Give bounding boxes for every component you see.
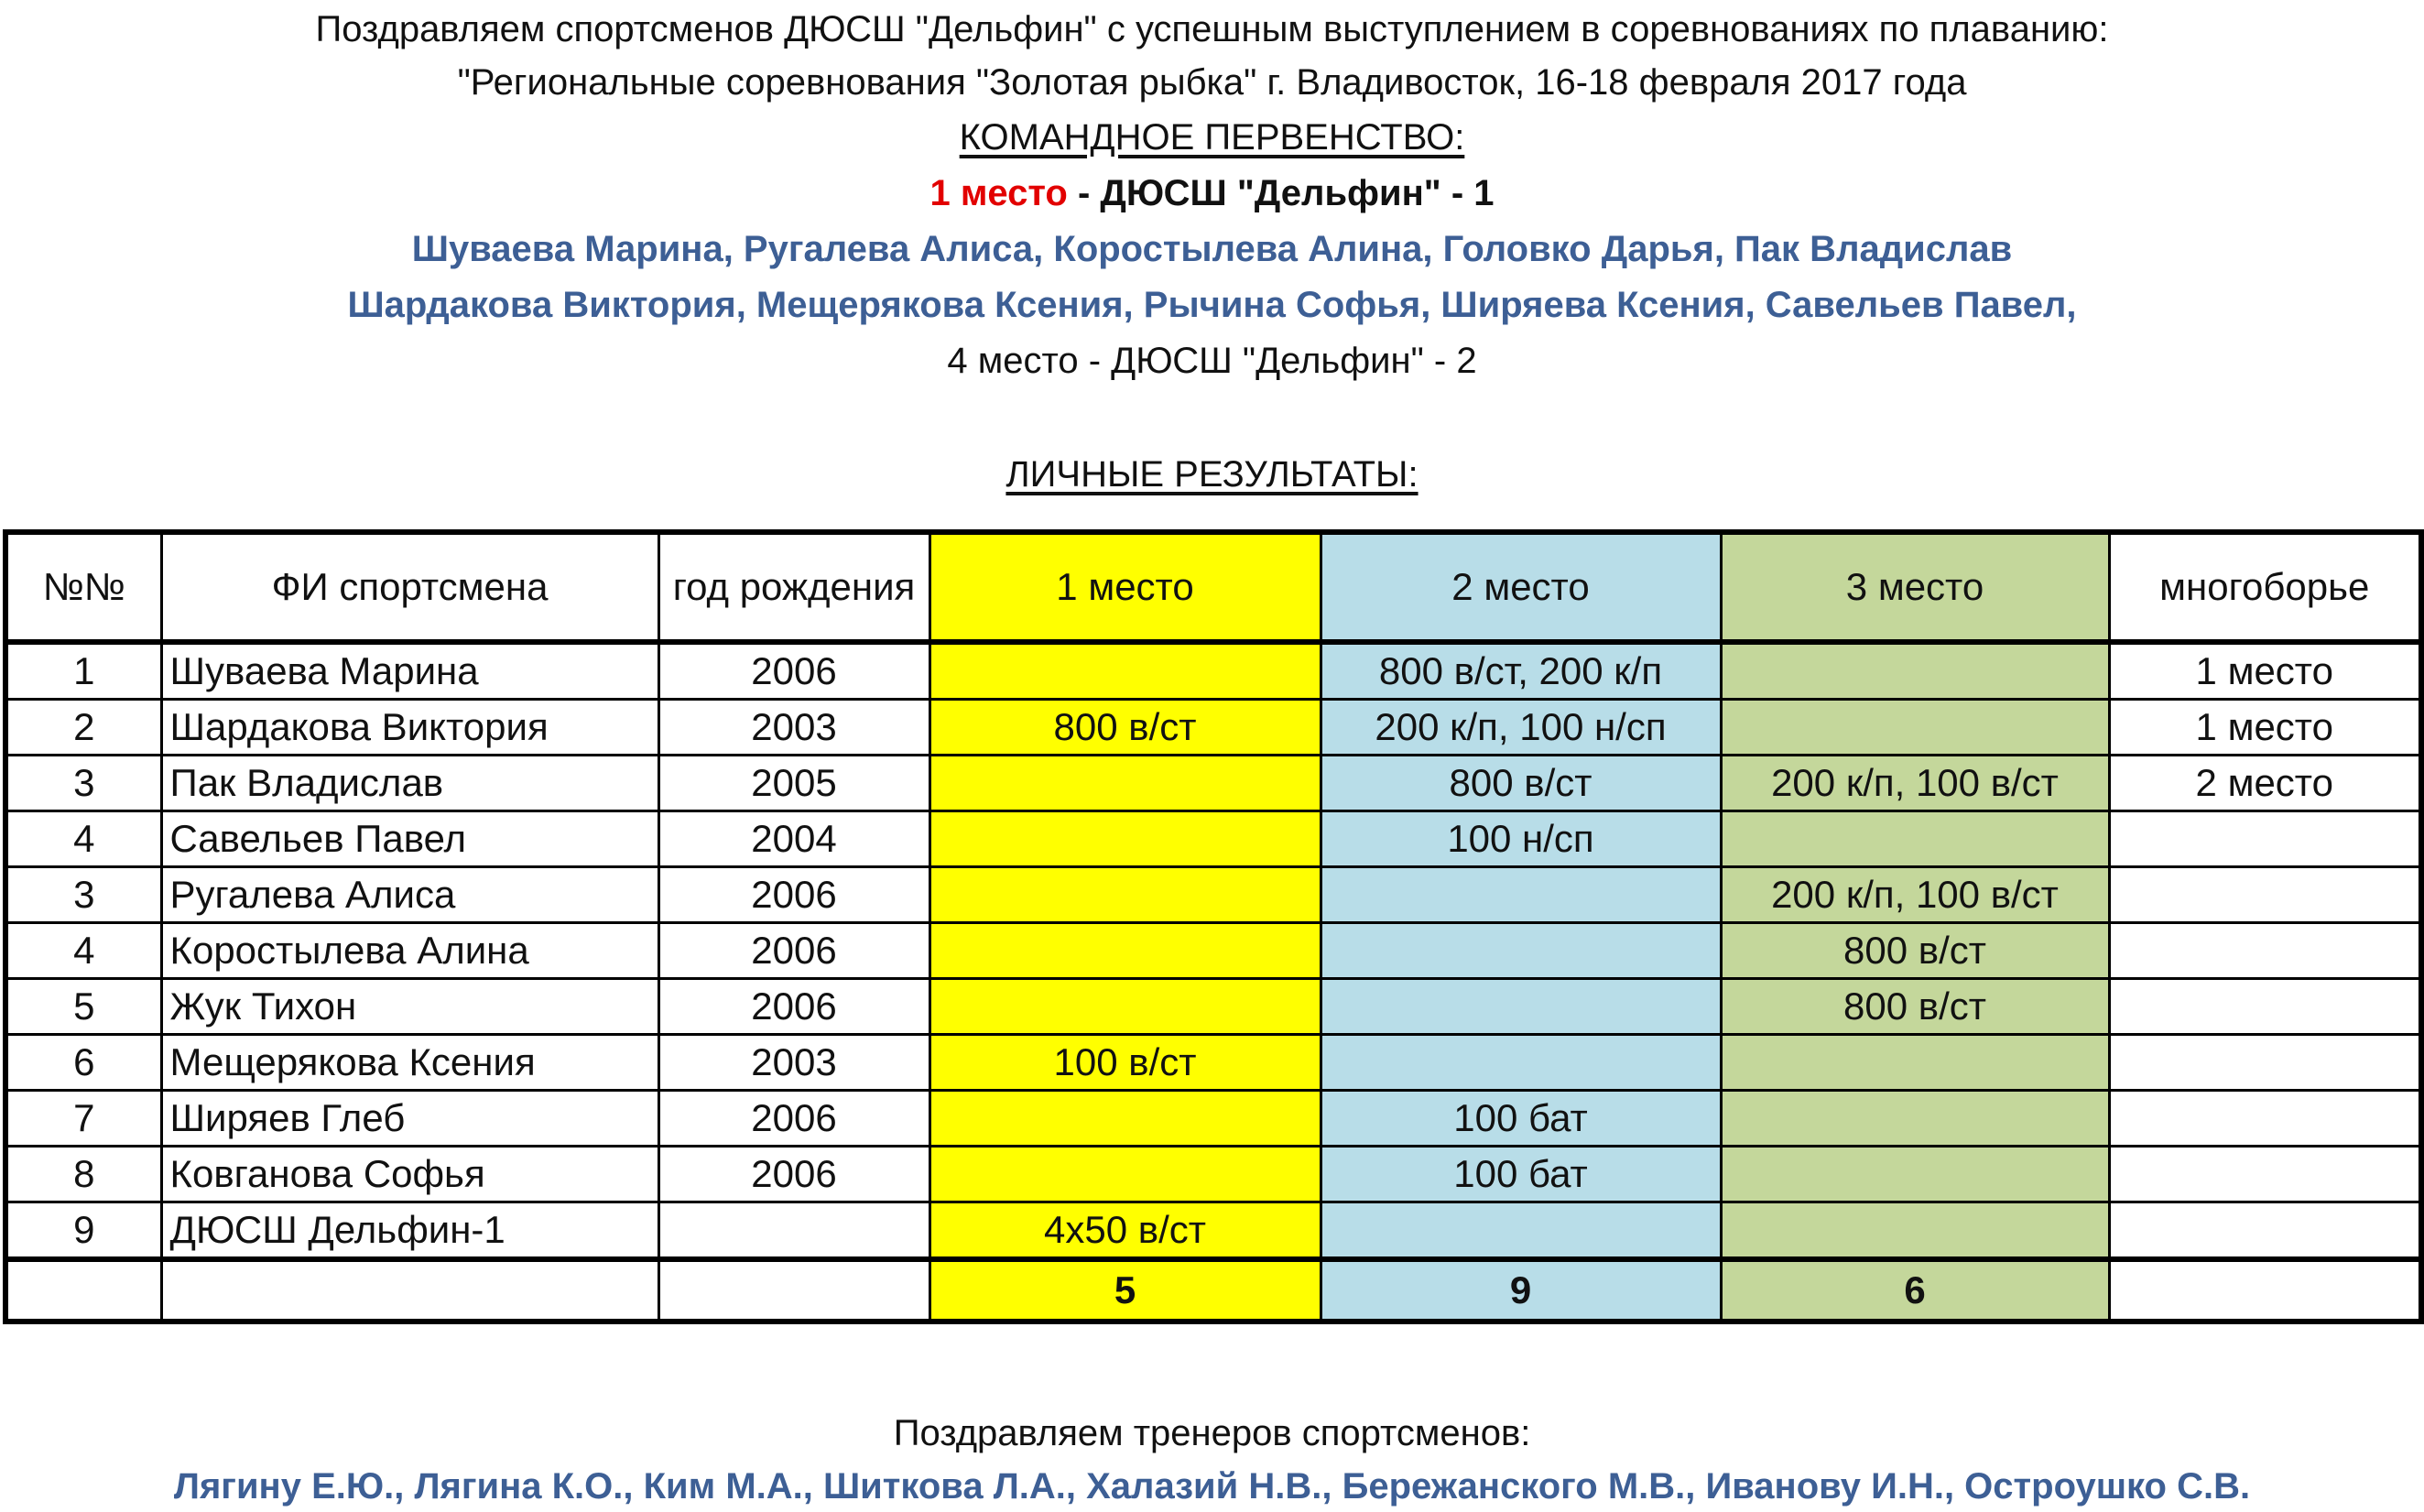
- table-row: [5, 1147, 2421, 1202]
- table-row: [5, 700, 2421, 756]
- totals-row: [5, 1259, 2421, 1322]
- cell-third: 800 в/ст: [1721, 923, 2109, 979]
- cell-third: [1721, 1147, 2109, 1202]
- cell-number: 9: [5, 1202, 161, 1260]
- table-row: [5, 756, 2421, 811]
- cell-year: 2006: [658, 642, 929, 700]
- cell-number: 6: [5, 1035, 161, 1091]
- cell-empty: [2109, 1259, 2421, 1322]
- col-header-year: год рождения: [658, 532, 929, 642]
- cell-allround: [2109, 867, 2421, 923]
- cell-third: [1721, 1202, 2109, 1260]
- table-row: [5, 979, 2421, 1035]
- cell-allround: [2109, 1091, 2421, 1147]
- cell-first: 100 в/ст: [929, 1035, 1321, 1091]
- coaches-list: Лягину Е.Ю., Лягина К.О., Ким М.А., Шиткова Л.А., Халазий Н.В., Бережанского М.В., Иванову И.Н., Остроушко С.В.: [173, 1466, 2251, 1507]
- cell-empty: [5, 1259, 161, 1322]
- cell-number: 8: [5, 1147, 161, 1202]
- table-row: [5, 1035, 2421, 1091]
- cell-first: 800 в/ст: [929, 700, 1321, 756]
- cell-first: [929, 979, 1321, 1035]
- table-row: [5, 1202, 2421, 1260]
- col-header-number: №№: [5, 532, 161, 642]
- cell-second: 100 бат: [1321, 1147, 1721, 1202]
- cell-second: [1321, 979, 1721, 1035]
- cell-number: 7: [5, 1091, 161, 1147]
- cell-third: [1721, 811, 2109, 867]
- cell-year: 2003: [658, 700, 929, 756]
- cell-first: 4х50 в/ст: [929, 1202, 1321, 1260]
- team-heading-row: [0, 112, 2424, 163]
- cell-third: 200 к/п, 100 в/ст: [1721, 756, 2109, 811]
- table-header-row: [5, 532, 2421, 642]
- cell-name: Савельев Павел: [161, 811, 658, 867]
- cell-empty: [658, 1259, 929, 1322]
- cell-year: 2005: [658, 756, 929, 811]
- team-members-line-2: Шардакова Виктория, Мещерякова Ксения, Рычина Софья, Ширяева Ксения, Савельев Павел,: [347, 285, 2077, 325]
- cell-number: 3: [5, 867, 161, 923]
- cell-year: 2006: [658, 979, 929, 1035]
- team-members-line-1: Шуваева Марина, Ругалева Алиса, Коростылева Алина, Головко Дарья, Пак Владислав: [411, 229, 2013, 269]
- table-row: [5, 923, 2421, 979]
- cell-number: 3: [5, 756, 161, 811]
- personal-heading: ЛИЧНЫЕ РЕЗУЛЬТАТЫ:: [1005, 454, 1419, 495]
- competition-line: "Региональные соревнования "Золотая рыбка" г. Владивосток, 16-18 февраля 2017 года: [457, 62, 1967, 103]
- cell-first: [929, 1091, 1321, 1147]
- total-third: 6: [1721, 1259, 2109, 1322]
- cell-name: Шардакова Виктория: [161, 700, 658, 756]
- col-header-first: 1 место: [929, 532, 1321, 642]
- cell-first: [929, 1147, 1321, 1202]
- cell-year: [658, 1202, 929, 1260]
- cell-allround: [2109, 979, 2421, 1035]
- cell-name: ДЮСШ Дельфин-1: [161, 1202, 658, 1260]
- cell-year: 2004: [658, 811, 929, 867]
- cell-third: [1721, 642, 2109, 700]
- table-row: [5, 867, 2421, 923]
- fourth-place-line: 4 место - ДЮСШ "Дельфин" - 2: [947, 341, 1477, 381]
- cell-year: 2006: [658, 1091, 929, 1147]
- cell-number: 4: [5, 811, 161, 867]
- cell-second: [1321, 923, 1721, 979]
- cell-second: [1321, 1035, 1721, 1091]
- cell-allround: [2109, 1202, 2421, 1260]
- cell-year: 2006: [658, 1147, 929, 1202]
- table-row: [5, 642, 2421, 700]
- cell-number: 1: [5, 642, 161, 700]
- cell-third: [1721, 1091, 2109, 1147]
- personal-heading-row: [0, 449, 2424, 500]
- cell-number: 2: [5, 700, 161, 756]
- cell-second: 200 к/п, 100 н/сп: [1321, 700, 1721, 756]
- cell-allround: [2109, 1147, 2421, 1202]
- greeting-line: Поздравляем спортсменов ДЮСШ "Дельфин" с успешным выступлением в соревнованиях по плаванию:: [315, 9, 2109, 49]
- total-second: 9: [1321, 1259, 1721, 1322]
- cell-name: Коростылева Алина: [161, 923, 658, 979]
- cell-empty: [161, 1259, 658, 1322]
- cell-year: 2006: [658, 867, 929, 923]
- first-place-line: [0, 168, 2424, 219]
- cell-first: [929, 642, 1321, 700]
- cell-allround: [2109, 1035, 2421, 1091]
- cell-second: [1321, 1202, 1721, 1260]
- cell-third: 200 к/п, 100 в/ст: [1721, 867, 2109, 923]
- cell-allround: 1 место: [2109, 642, 2421, 700]
- cell-number: 5: [5, 979, 161, 1035]
- cell-name: Жук Тихон: [161, 979, 658, 1035]
- cell-first: [929, 811, 1321, 867]
- results-table: [3, 529, 2424, 1324]
- cell-third: [1721, 1035, 2109, 1091]
- cell-second: 100 бат: [1321, 1091, 1721, 1147]
- cell-name: Шуваева Марина: [161, 642, 658, 700]
- cell-first: [929, 867, 1321, 923]
- col-header-allround: многоборье: [2109, 532, 2421, 642]
- cell-second: 800 в/ст: [1321, 756, 1721, 811]
- coaches-heading: Поздравляем тренеров спортсменов:: [893, 1413, 1531, 1453]
- cell-second: [1321, 867, 1721, 923]
- first-place-team: - ДЮСШ "Дельфин" - 1: [1067, 173, 1495, 213]
- cell-third: 800 в/ст: [1721, 979, 2109, 1035]
- col-header-third: 3 место: [1721, 532, 2109, 642]
- cell-name: Ругалева Алиса: [161, 867, 658, 923]
- col-header-name: ФИ спортсмена: [161, 532, 658, 642]
- cell-year: 2006: [658, 923, 929, 979]
- cell-first: [929, 756, 1321, 811]
- cell-name: Ковганова Софья: [161, 1147, 658, 1202]
- cell-first: [929, 923, 1321, 979]
- cell-number: 4: [5, 923, 161, 979]
- cell-allround: [2109, 923, 2421, 979]
- total-first: 5: [929, 1259, 1321, 1322]
- cell-third: [1721, 700, 2109, 756]
- cell-second: 100 н/сп: [1321, 811, 1721, 867]
- cell-name: Ширяев Глеб: [161, 1091, 658, 1147]
- cell-allround: 1 место: [2109, 700, 2421, 756]
- table-row: [5, 1091, 2421, 1147]
- first-place-label: 1 место: [929, 173, 1068, 213]
- col-header-second: 2 место: [1321, 532, 1721, 642]
- cell-name: Мещерякова Ксения: [161, 1035, 658, 1091]
- cell-allround: 2 место: [2109, 756, 2421, 811]
- cell-year: 2003: [658, 1035, 929, 1091]
- table-row: [5, 811, 2421, 867]
- cell-name: Пак Владислав: [161, 756, 658, 811]
- cell-allround: [2109, 811, 2421, 867]
- team-heading: КОМАНДНОЕ ПЕРВЕНСТВО:: [959, 117, 1465, 158]
- cell-second: 800 в/ст, 200 к/п: [1321, 642, 1721, 700]
